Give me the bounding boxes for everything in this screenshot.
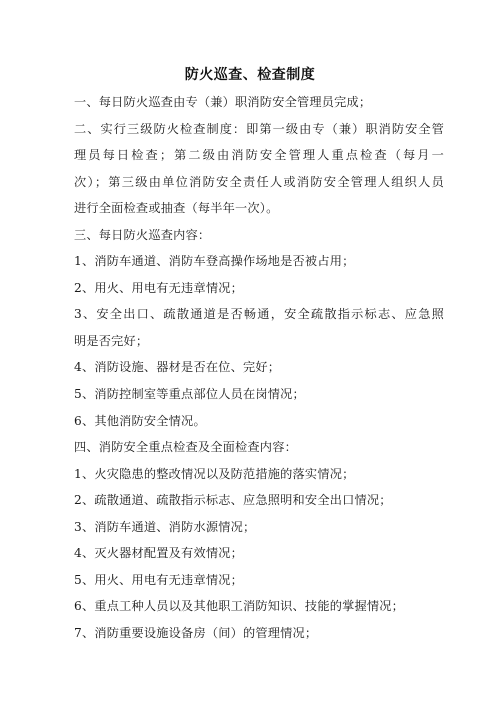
- list-item: 1、消防车通道、消防车登高操作场地是否被占用；: [74, 254, 355, 269]
- paragraph-line: 次）；第三级由单位消防安全责任人或消防安全管理人组织人员: [74, 174, 444, 189]
- list-item: 2、用火、用电有无违章情况；: [74, 280, 243, 295]
- section-heading: 四、消防安全重点检查及全面检查内容：: [74, 440, 297, 455]
- section-heading: 三、每日防火巡查内容：: [74, 227, 211, 242]
- paragraph-line: 进行全面检查或抽查（每半年一次）。: [74, 201, 279, 216]
- list-item: 2、疏散通道、疏散指示标志、应急照明和安全出口情况；: [74, 493, 392, 508]
- list-item: 4、消防设施、器材是否在位、完好；: [74, 360, 281, 375]
- list-item: 3、安全出口、疏散通道是否畅通，安全疏散指示标志、应急照: [74, 307, 444, 322]
- document-title: 防火巡查、检查制度: [184, 67, 316, 83]
- list-item: 5、用火、用电有无违章情况；: [74, 572, 243, 587]
- document-body: [74, 89, 444, 646]
- paragraph-line: 理员每日检查；第二级由消防安全管理人重点检查（每月一: [74, 148, 444, 163]
- list-item-continuation: 明是否完好；: [74, 333, 149, 348]
- list-item: 4、灭火器材配置及有效情况；: [74, 546, 243, 561]
- list-item: 6、重点工种人员以及其他职工消防知识、技能的掌握情况；: [74, 599, 405, 614]
- paragraph-line: 二、实行三级防火检查制度：即第一级由专（兼）职消防安全管: [74, 121, 444, 136]
- list-item: 6、其他消防安全情况。: [74, 413, 206, 428]
- list-item: 7、消防重要设施设备房（间）的管理情况；: [74, 625, 318, 640]
- list-item: 3、消防车通道、消防水源情况；: [74, 519, 256, 534]
- paragraph-line: 一、每日防火巡查由专（兼）职消防安全管理员完成；: [74, 95, 372, 109]
- list-item: 5、消防控制室等重点部位人员在岗情况；: [74, 387, 305, 402]
- list-item: 1、火灾隐患的整改情况以及防范措施的落实情况；: [74, 466, 355, 481]
